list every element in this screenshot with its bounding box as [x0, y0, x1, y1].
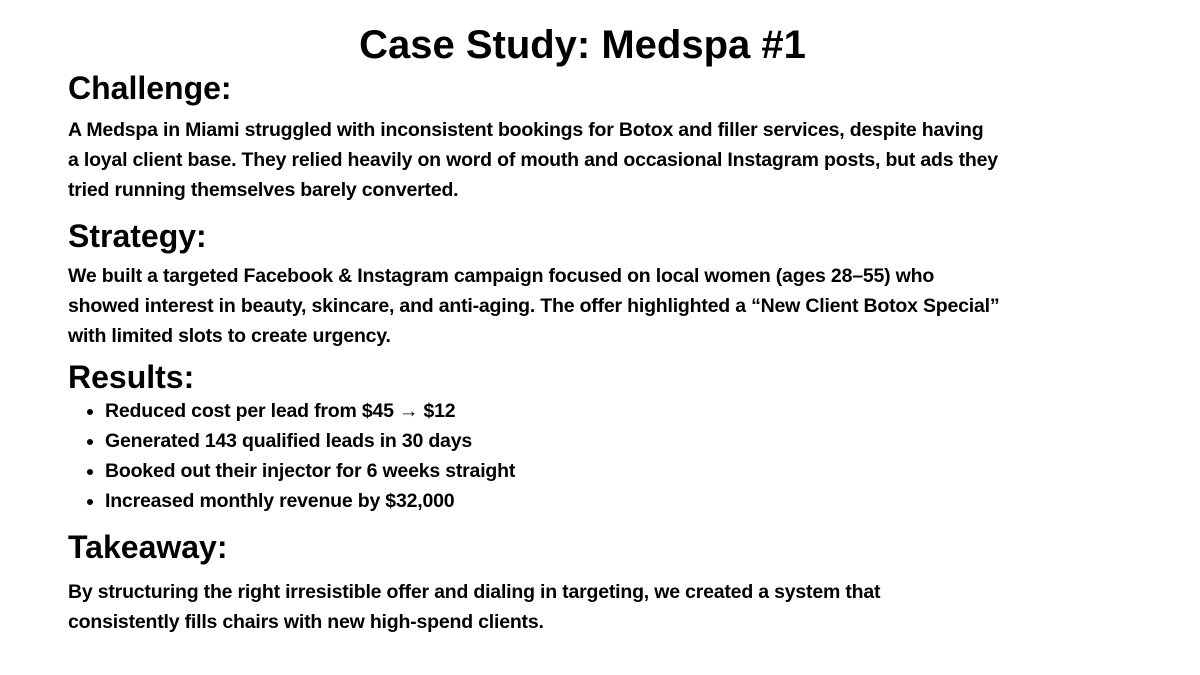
results-heading: Results:	[68, 359, 195, 395]
results-item: • Generated 143 qualified leads in 30 days	[105, 426, 515, 456]
results-item: • Increased monthly revenue by $32,000	[105, 486, 515, 516]
results-item: • Booked out their injector for 6 weeks straight	[105, 456, 515, 486]
takeaway-text: By structuring the right irresistible offer and dialing in targeting, we created a system that consistently fills chairs with new high-spend clients.	[68, 581, 881, 633]
strategy-heading: Strategy:	[68, 218, 207, 254]
page-title: Case Study: Medspa #1	[359, 23, 806, 67]
results-list	[68, 396, 515, 516]
challenge-text: A Medspa in Miami struggled with inconsistent bookings for Botox and filler services, despite having a loyal client base. They relied heavily on word of mouth and occasional Instagram posts, but ads they tried running themselves barely converted.	[68, 119, 998, 201]
strategy-text: We built a targeted Facebook & Instagram campaign focused on local women (ages 28–55) who showed interest in beauty, skincare, and anti-aging. The offer highlighted a “New Client Botox Special” with limited slots to create urgency.	[68, 265, 1000, 347]
takeaway-heading: Takeaway:	[68, 529, 228, 565]
challenge-heading: Challenge:	[68, 70, 232, 106]
results-item: • Reduced cost per lead from $45 → $12	[105, 396, 515, 426]
